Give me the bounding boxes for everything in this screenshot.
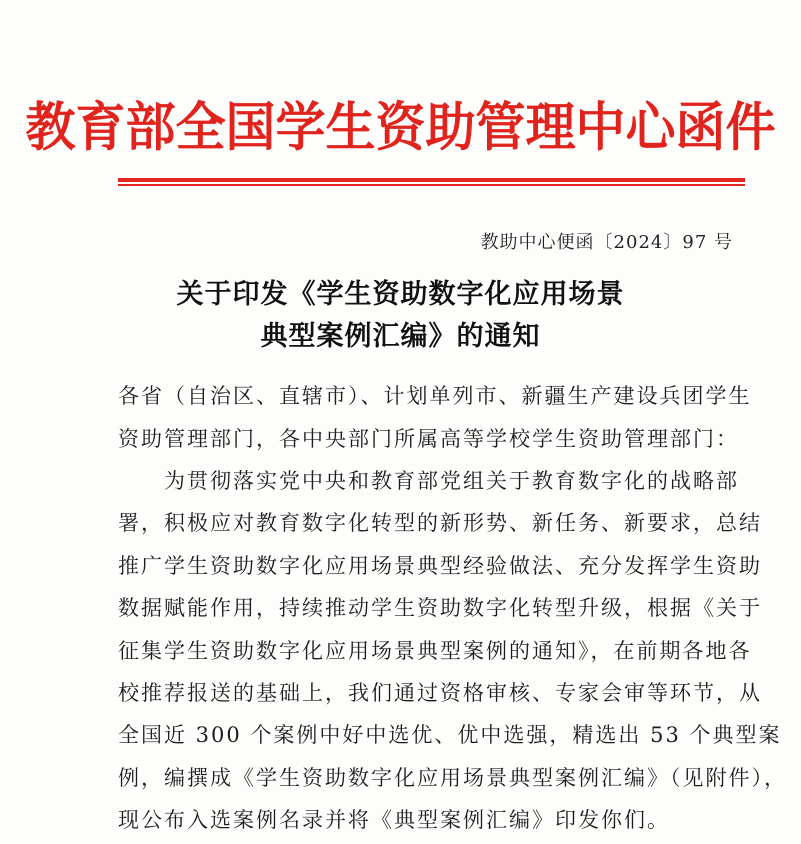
body-line: 各省（自治区、直辖市）、计划单列市、新疆生产建设兵团学生 bbox=[118, 384, 752, 408]
document-number: 教助中心便函〔2024〕97 号 bbox=[480, 232, 733, 253]
body-line: 署，积极应对教育数字化转型的新形势、新任务、新要求，总结 bbox=[118, 511, 762, 535]
letterhead-rule-thin bbox=[118, 184, 745, 186]
body-line: 征集学生资助数字化应用场景典型案例的通知》，在前期各地各 bbox=[118, 639, 752, 663]
letterhead-rule-thick bbox=[118, 178, 745, 182]
body-line: 全国近 300 个案例中好中选优、优中选强，精选出 53 个典型案 bbox=[118, 723, 782, 747]
body-line: 数据赋能作用，持续推动学生资助数字化转型升级，根据《关于 bbox=[118, 596, 762, 620]
document-title-line-1: 关于印发《学生资助数字化应用场景 bbox=[176, 279, 625, 310]
body-line: 现公布入选案例名录并将《典型案例汇编》印发你们。 bbox=[118, 808, 670, 832]
body-line: 例，编撰成《学生资助数字化应用场景典型案例汇编》（见附件）， bbox=[118, 766, 787, 790]
body-line: 校推荐报送的基础上，我们通过资格审核、专家会审等环节，从 bbox=[118, 681, 762, 705]
document-title-line-2: 典型案例汇编》的通知 bbox=[260, 321, 541, 352]
body-line: 资助管理部门，各中央部门所属高等学校学生资助管理部门： bbox=[118, 427, 739, 451]
body-line: 推广学生资助数字化应用场景典型经验做法、充分发挥学生资助 bbox=[118, 554, 762, 578]
body-line: 为贯彻落实党中央和教育部党组关于教育数字化的战略部 bbox=[118, 469, 739, 493]
letterhead-title: 教育部全国学生资助管理中心函件 bbox=[25, 96, 776, 158]
